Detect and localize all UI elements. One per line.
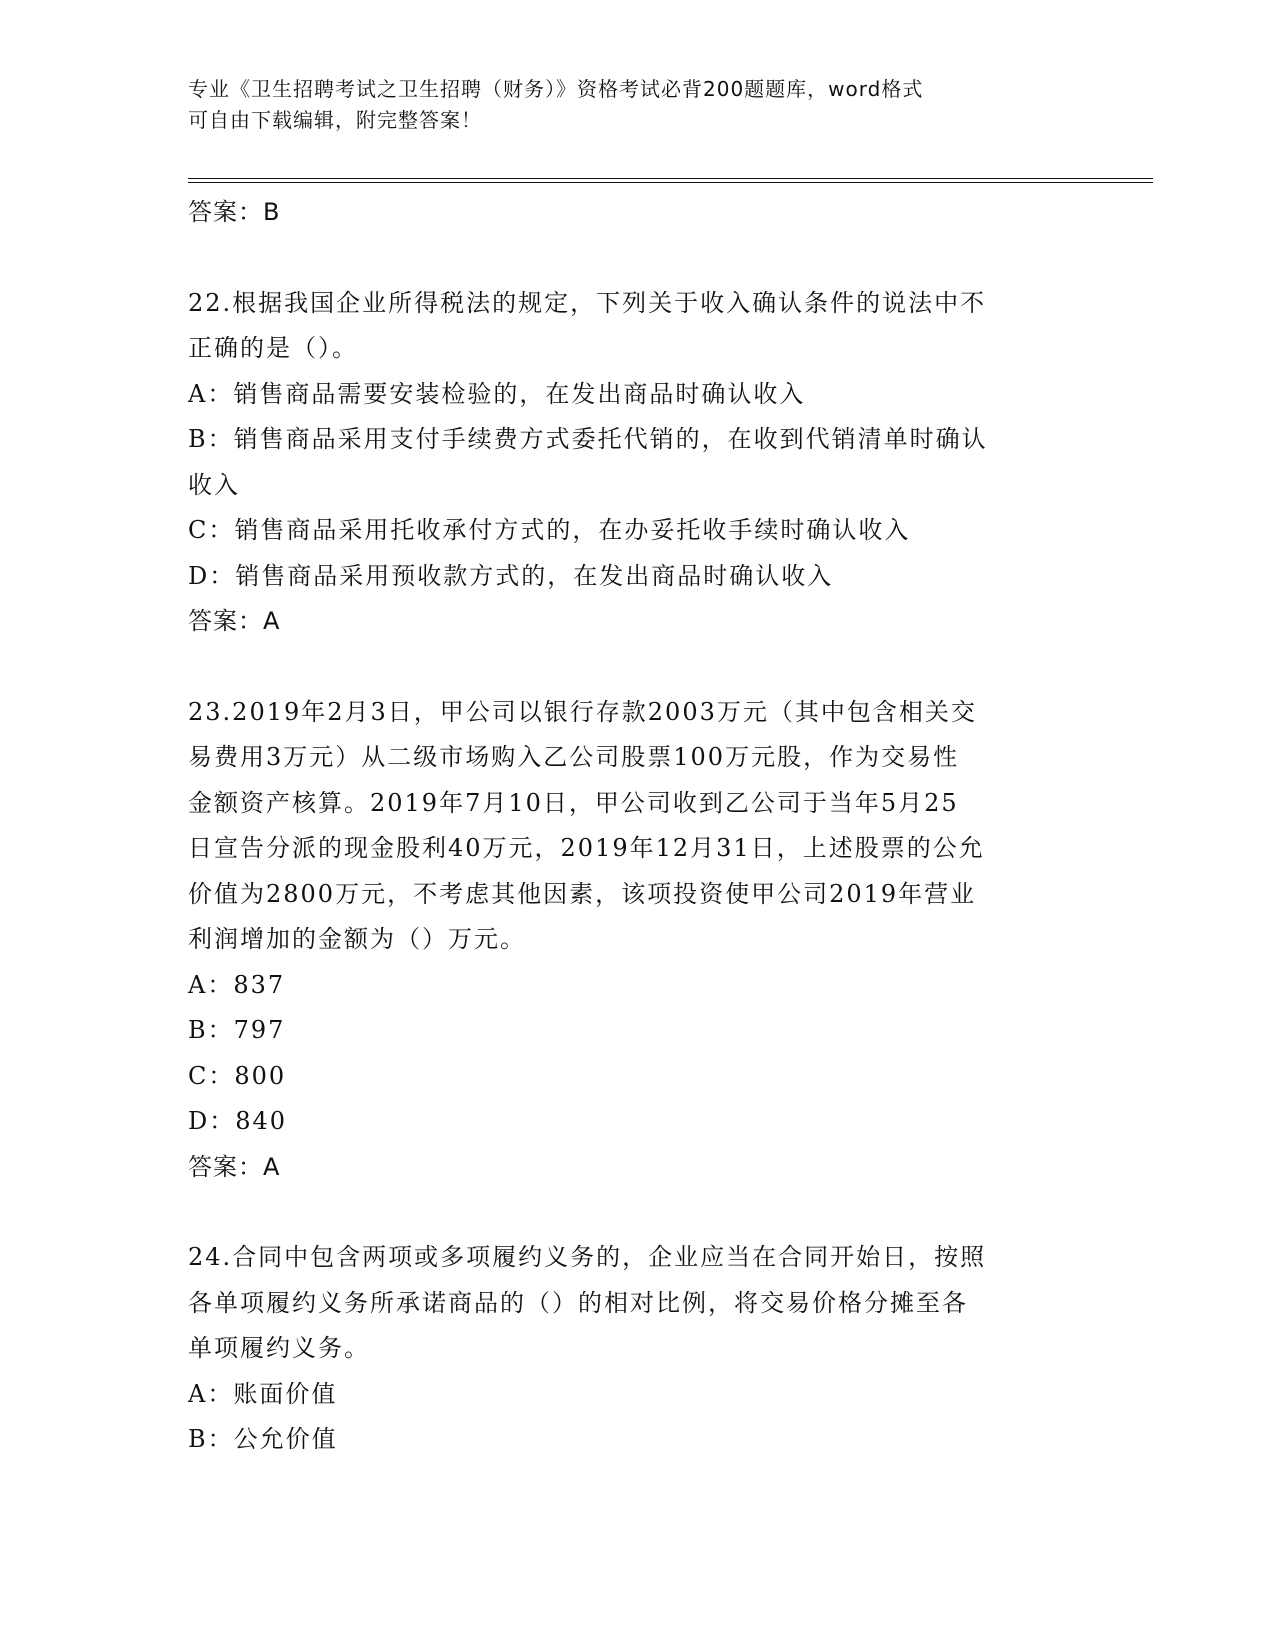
question-answer: 答案：A bbox=[188, 1152, 281, 1181]
question-stem-line: 日宣告分派的现金股利40万元，2019年12月31日，上述股票的公允 bbox=[188, 834, 985, 862]
question-stem-line: 各单项履约义务所承诺商品的（）的相对比例，将交易价格分摊至各 bbox=[188, 1288, 968, 1317]
question-stem-line: 易费用3万元）从二级市场购入乙公司股票100万元股，作为交易性 bbox=[188, 743, 960, 771]
option-d: D：840 bbox=[188, 1107, 288, 1135]
page-header bbox=[188, 74, 1068, 136]
question-answer: 答案：A bbox=[188, 607, 281, 635]
document-body bbox=[188, 190, 1088, 1463]
option-a: A：837 bbox=[188, 970, 286, 999]
option-b: B：797 bbox=[188, 1016, 286, 1044]
question-24 bbox=[188, 1235, 1088, 1463]
question-stem-line: 24.合同中包含两项或多项履约义务的，企业应当在合同开始日，按照 bbox=[188, 1243, 987, 1271]
previous-answer: 答案：B bbox=[188, 198, 281, 226]
question-stem-line: 利润增加的金额为（）万元。 bbox=[188, 925, 526, 953]
option-a: A：销售商品需要安装检验的，在发出商品时确认收入 bbox=[188, 379, 806, 408]
question-stem-line: 单项履约义务。 bbox=[188, 1334, 370, 1362]
option-c: C：800 bbox=[188, 1061, 287, 1090]
option-d: D：销售商品采用预收款方式的，在发出商品时确认收入 bbox=[188, 561, 834, 590]
option-c: C：销售商品采用托收承付方式的，在办妥托收手续时确认收入 bbox=[188, 516, 911, 544]
question-22 bbox=[188, 281, 1088, 645]
option-b: B：销售商品采用支付手续费方式委托代销的，在收到代销清单时确认 bbox=[188, 425, 988, 453]
header-line-2: 可自由下载编辑，附完整答案！ bbox=[188, 108, 482, 132]
header-rule bbox=[188, 178, 1153, 183]
question-stem-line: 金额资产核算。2019年7月10日，甲公司收到乙公司于当年5月25 bbox=[188, 788, 959, 817]
question-stem-line: 正确的是（）。 bbox=[188, 334, 358, 362]
header-line-1: 专业《卫生招聘考试之卫生招聘（财务）》资格考试必背200题题库，word格式 bbox=[188, 77, 924, 101]
question-stem-line: 22.根据我国企业所得税法的规定，下列关于收入确认条件的说法中不 bbox=[188, 288, 987, 317]
question-stem-line: 23.2019年2月3日，甲公司以银行存款2003万元（其中包含相关交 bbox=[188, 697, 977, 726]
option-b-continued: 收入 bbox=[188, 470, 240, 499]
question-23 bbox=[188, 690, 1088, 1191]
question-stem-line: 价值为2800万元，不考虑其他因素，该项投资使甲公司2019年营业 bbox=[188, 879, 977, 908]
option-b: B：公允价值 bbox=[188, 1425, 338, 1453]
option-a: A：账面价值 bbox=[188, 1379, 338, 1408]
